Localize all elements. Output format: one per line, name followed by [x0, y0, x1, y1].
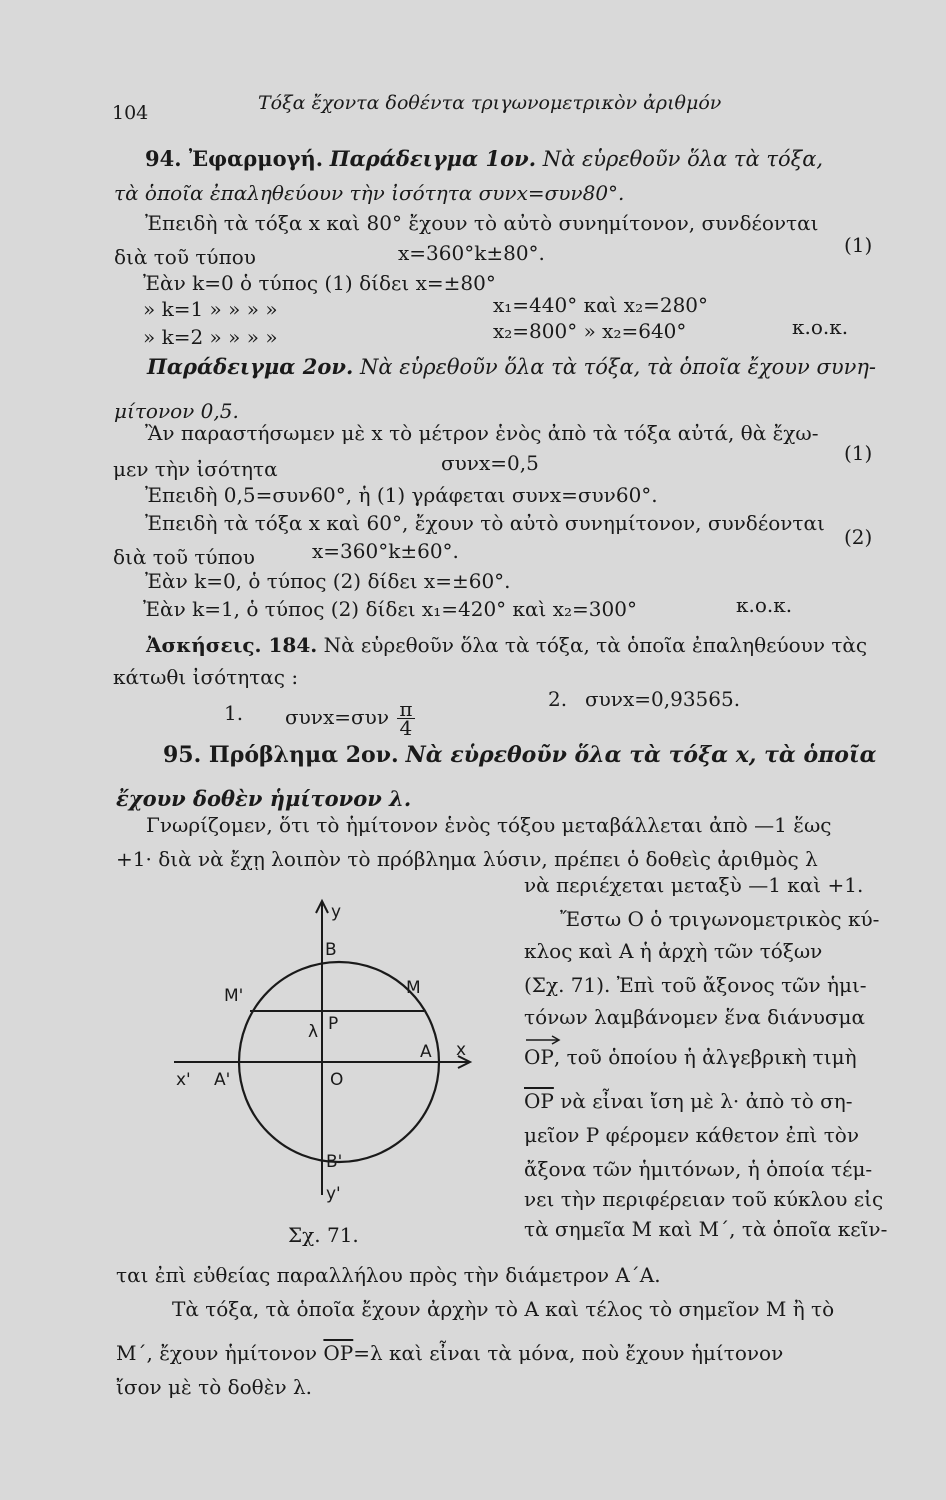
op-bar: $\overline{OP}$ [524, 1089, 554, 1113]
sec95-heading-rest: Νὰ εὑρεθοῦν ὅλα τὰ τόξα x, τὰ ὁποῖα [405, 742, 877, 768]
label-o: O [330, 1070, 344, 1090]
sec95-p3: νὰ περιέχεται μεταξὺ —1 καὶ +1. [524, 873, 864, 897]
label-m-prime: M' [224, 986, 244, 1006]
sec94-line-7b: x₂=800° » x₂=640° [493, 319, 687, 343]
right-col-6 [524, 1088, 853, 1114]
sec94-l1-rest: Νὰ εὑρεθοῦν ὅλα τὰ τόξα, [542, 147, 824, 171]
formula-2: x=360°k±60°. [312, 539, 459, 563]
exercise-1-formula [285, 697, 415, 740]
right-col-5-rest: , τοῦ ὁποίου ἡ ἀλγεβρικὴ τιμὴ [553, 1045, 857, 1069]
right-col-4: τόνων λαμβάνομεν ἕνα διάνυσμα [524, 1005, 866, 1029]
label-x: x [456, 1040, 467, 1060]
equation-number-1b: (1) [844, 441, 873, 465]
sec94-line-13: Ἐπειδὴ τὰ τόξα x καὶ 60°, ἔχουν τὸ αὐτὸ συνημίτονον, συνδέονται [145, 511, 825, 535]
sec95-heading: 95. Πρόβλημα 2ον. [163, 742, 399, 768]
label-a-prime: A' [214, 1070, 231, 1090]
example2-line [147, 354, 876, 380]
sec94-line-12: Ἐπειδὴ 0,5=συν60°, ἡ (1) γράφεται συνx=συν60°. [145, 483, 658, 507]
sec95-p1: Γνωρίζομεν, ὅτι τὸ ἡμίτονον ἑνὸς τόξου μεταβάλλεται ἀπὸ —1 ἕως [146, 813, 832, 837]
sec94-line-2: τὰ ὁποῖα ἐπαληθεύουν τὴν ἰσότητα συνx=συν80°. [114, 181, 625, 205]
right-col-1: Ἔστω Ο ὁ τριγωνομετρικὸς κύ- [560, 907, 880, 931]
fraction-numerator: π [399, 697, 413, 721]
sec94-line-6a: » k=1 » » » » [143, 297, 278, 321]
label-x-prime: x' [176, 1070, 191, 1090]
sec95-p2: +1· διὰ νὰ ἔχῃ λοιπὸν τὸ πρόβλημα λύσιν, πρέπει ὁ δοθεὶς ἀριθμὸς λ [116, 847, 818, 871]
sec94-line-9: μίτονον 0,5. [114, 399, 239, 423]
label-a: A [420, 1042, 432, 1062]
right-col-5 [524, 1044, 857, 1070]
label-y-prime: y' [326, 1184, 341, 1204]
figure-caption: Σχ. 71. [288, 1223, 359, 1247]
exercises-rest: Νὰ εὑρεθοῦν ὅλα τὰ τόξα, τὰ ὁποῖα ἐπαληθεύουν τὰς [323, 633, 868, 657]
figure-71 [168, 895, 488, 1225]
equation-number-2: (2) [844, 525, 873, 549]
example1-label: Παράδειγμα 1ον. [329, 146, 537, 171]
trig-circle-diagram [168, 895, 488, 1225]
exercises-line [146, 632, 867, 658]
sec94-line-16: Ἐὰν k=1, ὁ τύπος (2) δίδει x₁=420° καὶ x₂=300° [143, 597, 637, 621]
formula-cos-05: συνx=0,5 [441, 451, 539, 475]
label-b: B [325, 940, 337, 960]
sec94-line-10: Ἂν παραστήσωμεν μὲ x τὸ μέτρον ἑνὸς ἀπὸ τὰ τόξα αὐτά, θὰ ἔχω- [145, 421, 819, 445]
right-col-6-rest: νὰ εἶναι ἴση μὲ λ· ἀπὸ τὸ ση- [560, 1089, 853, 1113]
sec94-line-7c: κ.ο.κ. [792, 315, 849, 339]
label-p: P [328, 1014, 339, 1034]
right-col-2: κλος καὶ Α ἡ ἀρχὴ τῶν τόξων [524, 939, 823, 963]
sec94-line-11: μεν τὴν ἰσότητα [113, 457, 278, 481]
label-m: M [406, 978, 421, 998]
sec94-line-3: Ἐπειδὴ τὰ τόξα x καὶ 80° ἔχουν τὸ αὐτὸ συνημίτονον, συνδέονται [145, 211, 819, 235]
fraction [397, 697, 414, 740]
exercises-line-2: κάτωθι ἰσότητας : [113, 665, 299, 689]
right-col-10: τὰ σημεῖα Μ καὶ Μ΄, τὰ ὁποῖα κεῖν- [524, 1217, 888, 1241]
sec94-line-14: διὰ τοῦ τύπου [113, 545, 255, 569]
sec94-line-6b: x₁=440° καὶ x₂=280° [493, 293, 709, 317]
equation-number-1: (1) [844, 233, 873, 257]
sec95-line-2: ἔχουν δοθὲν ἡμίτονον λ. [116, 786, 412, 811]
example2-rest: Νὰ εὑρεθοῦν ὅλα τὰ τόξα, τὰ ὁποῖα ἔχουν συνη- [359, 355, 877, 379]
right-col-9: νει τὴν περιφέρειαν τοῦ κύκλου εἰς [524, 1187, 884, 1211]
sec94-line-16-end: κ.ο.κ. [736, 593, 793, 617]
exercise-2-number: 2. [548, 687, 568, 711]
fraction-denominator: 4 [399, 716, 413, 740]
exercise-1-prefix: συνx=συν [285, 705, 389, 729]
sec95-p4: ται ἐπὶ εὐθείας παραλλήλου πρὸς τὴν διάμετρον Α΄Α. [116, 1263, 661, 1287]
label-y: y [331, 902, 342, 922]
running-title: Τόξα ἔχοντα δοθέντα τριγωνομετρικὸν ἀριθμόν [258, 92, 722, 114]
exercises-label: Ἀσκήσεις. 184. [146, 633, 318, 657]
vector-op [524, 1044, 554, 1070]
right-col-7: μεῖον Ρ φέρομεν κάθετον ἐπὶ τὸν [524, 1123, 859, 1147]
page-number: 104 [112, 102, 149, 124]
sec95-line-1 [163, 742, 877, 769]
label-b-prime: B' [326, 1152, 343, 1172]
exercise-1-number: 1. [224, 701, 244, 725]
sec95-p5: Τὰ τόξα, τὰ ὁποῖα ἔχουν ἀρχὴν τὸ Α καὶ τέλος τὸ σημεῖον Μ ἢ τὸ [172, 1297, 835, 1321]
exercise-2-formula: συνx=0,93565. [585, 687, 741, 711]
op-bar-2: $\overline{OP}$ [323, 1341, 354, 1365]
example2-label: Παράδειγμα 2ον. [147, 354, 354, 379]
label-lambda: λ [308, 1022, 319, 1042]
vector-op-text: OP [524, 1045, 554, 1069]
sec94-heading: 94. Ἐφαρμογή. [145, 146, 324, 171]
sec95-p6-pre: Μ΄, ἔχουν ἡμίτονον [116, 1341, 318, 1365]
sec94-line-4: διὰ τοῦ τύπου [114, 245, 256, 269]
vector-arrow-icon [524, 1034, 564, 1046]
sec95-p6-rest: =λ καὶ εἶναι τὰ μόνα, ποὺ ἔχουν ἡμίτονον [353, 1341, 784, 1365]
right-col-8: ἄξονα τῶν ἡμιτόνων, ἡ ὁποία τέμ- [524, 1157, 873, 1181]
sec94-line-1 [145, 146, 823, 172]
sec94-line-15: Ἐὰν k=0, ὁ τύπος (2) δίδει x=±60°. [145, 569, 511, 593]
sec95-p6 [116, 1340, 783, 1366]
sec94-line-5: Ἐὰν k=0 ὁ τύπος (1) δίδει x=±80° [143, 271, 496, 295]
right-col-3: (Σχ. 71). Ἐπὶ τοῦ ἄξονος τῶν ἡμι- [524, 973, 867, 997]
formula-1: x=360°k±80°. [398, 241, 545, 265]
sec94-line-7a: » k=2 » » » » [143, 325, 278, 349]
sec95-p7: ἴσον μὲ τὸ δοθὲν λ. [116, 1375, 313, 1399]
